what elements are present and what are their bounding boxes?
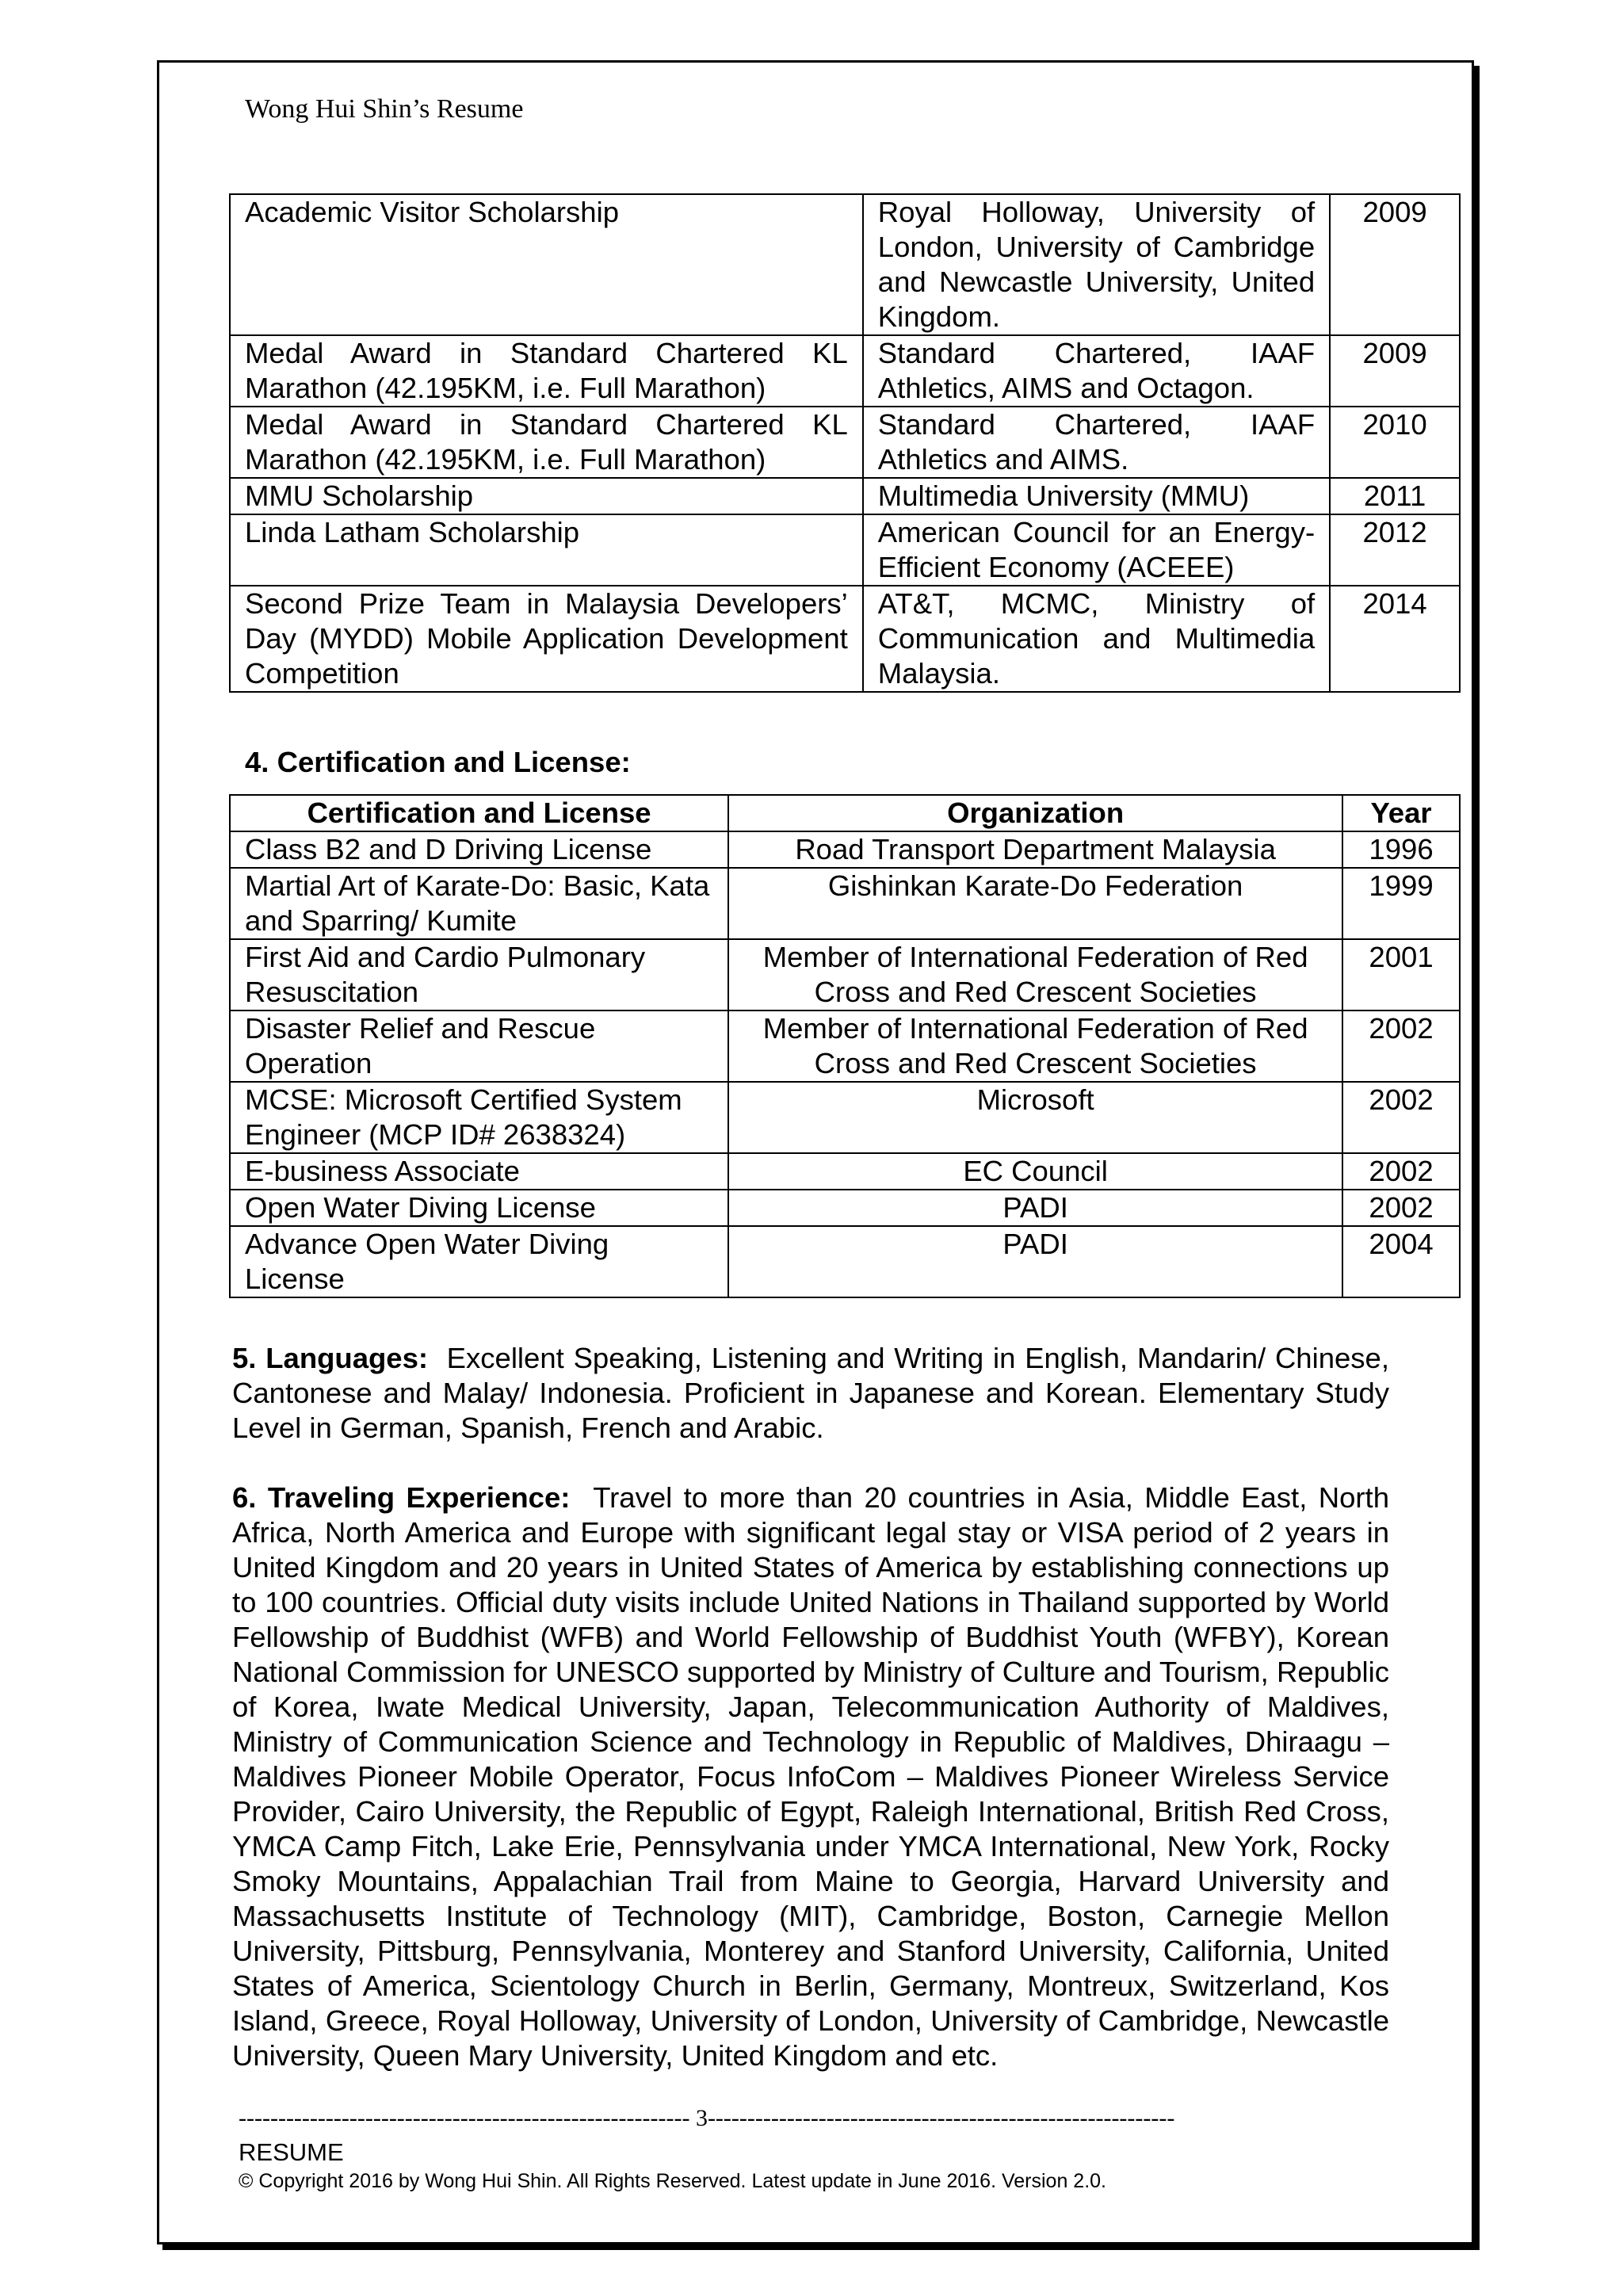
award-row bbox=[230, 586, 1460, 692]
certification-year-cell: 2002 bbox=[1342, 1153, 1460, 1190]
certification-name-cell: Disaster Relief and Rescue Operation bbox=[230, 1010, 728, 1082]
certification-organization-cell: Microsoft bbox=[728, 1082, 1342, 1153]
certification-year-cell: 1996 bbox=[1342, 831, 1460, 868]
certification-header-row bbox=[230, 795, 1460, 831]
awards-table bbox=[229, 193, 1461, 693]
award-year-cell: 2012 bbox=[1330, 514, 1460, 586]
certification-year-cell: 2001 bbox=[1342, 939, 1460, 1010]
certification-name-cell: Open Water Diving License bbox=[230, 1190, 728, 1226]
certification-row bbox=[230, 1082, 1460, 1153]
award-title-cell: Linda Latham Scholarship bbox=[230, 514, 863, 586]
resume-page bbox=[157, 60, 1474, 2244]
languages-text: Excellent Speaking, Listening and Writing in English, Mandarin/ Chinese, Cantonese and Malay/ Indonesia. Proficient in Japanese and Korean. Elementary Study Level in German, Spanish, French and Arabic. bbox=[232, 1342, 1389, 1444]
certification-name-cell: E-business Associate bbox=[230, 1153, 728, 1190]
award-title-cell: MMU Scholarship bbox=[230, 478, 863, 514]
award-row bbox=[230, 514, 1460, 586]
certification-name-cell: First Aid and Cardio Pulmonary Resuscitation bbox=[230, 939, 728, 1010]
traveling-paragraph bbox=[232, 1480, 1389, 2073]
certification-row bbox=[230, 939, 1460, 1010]
certification-year-cell: 2004 bbox=[1342, 1226, 1460, 1297]
page-footer bbox=[239, 2105, 1403, 2193]
certification-organization-cell: Member of International Federation of Red Cross and Red Crescent Societies bbox=[728, 939, 1342, 1010]
certification-table bbox=[229, 794, 1461, 1298]
award-organization-cell: Standard Chartered, IAAF Athletics, AIMS and Octagon. bbox=[863, 335, 1330, 407]
award-row bbox=[230, 335, 1460, 407]
traveling-label: 6. Traveling Experience: bbox=[232, 1481, 571, 1514]
certification-row bbox=[230, 1153, 1460, 1190]
certification-name-cell: Advance Open Water Diving License bbox=[230, 1226, 728, 1297]
award-title-cell: Medal Award in Standard Chartered KL Marathon (42.195KM, i.e. Full Marathon) bbox=[230, 407, 863, 478]
award-title-cell: Second Prize Team in Malaysia Developers’ Day (MYDD) Mobile Application Development Competition bbox=[230, 586, 863, 692]
award-organization-cell: AT&T, MCMC, Ministry of Communication and Multimedia Malaysia. bbox=[863, 586, 1330, 692]
award-year-cell: 2009 bbox=[1330, 335, 1460, 407]
certification-row bbox=[230, 1010, 1460, 1082]
award-organization-cell: American Council for an Energy-Efficient Economy (ACEEE) bbox=[863, 514, 1330, 586]
certification-name-cell: Martial Art of Karate-Do: Basic, Kata and Sparring/ Kumite bbox=[230, 868, 728, 939]
certification-organization-cell: PADI bbox=[728, 1190, 1342, 1226]
languages-label: 5. Languages: bbox=[232, 1342, 429, 1374]
award-row bbox=[230, 478, 1460, 514]
award-year-cell: 2011 bbox=[1330, 478, 1460, 514]
page-content bbox=[229, 193, 1461, 2073]
certification-organization-cell: Member of International Federation of Red Cross and Red Crescent Societies bbox=[728, 1010, 1342, 1082]
certification-year-cell: 2002 bbox=[1342, 1190, 1460, 1226]
certification-year-cell: 2002 bbox=[1342, 1082, 1460, 1153]
traveling-text: Travel to more than 20 countries in Asia, Middle East, North Africa, North America and Europe with significant legal stay or VISA period of 2 years in United Kingdom and 20 years in United States of America by establishing connections up to 100 countries. Official duty visits include United Nations in Thailand supported by World Fellowship of Buddhist (WFB) and World Fellowship of Buddhist Youth (WFBY), Korean National Commission for UNESCO supported by Ministry of Culture and Tourism, Republic of Korea, Iwate Medical University, Japan, Telecommunication Authority of Maldives, Ministry of Communication Science and Technology in Republic of Maldives, Dhiraagu – Maldives Pioneer Mobile Operator, Focus InfoCom – Maldives Pioneer Wireless Service Provider, Cairo University, the Republic of Egypt, Raleigh International, British Red Cross, YMCA Camp Fitch, Lake Erie, Pennsylvania under YMCA International, New York, Rocky Smoky Mountains, Appalachian Trail from Maine to Georgia, Harvard University and Massachusetts Institute of Technology (MIT), Cambridge, Boston, Carnegie Mellon University, Pittsburg, Pennsylvania, Monterey and Stanford University, California, United States of America, Scientology Church in Berlin, Germany, Montreux, Switzerland, Kos Island, Greece, Royal Holloway, University of London, University of Cambridge, Newcastle University, Queen Mary University, United Kingdom and etc. bbox=[232, 1481, 1389, 2072]
award-title-cell: Medal Award in Standard Chartered KL Marathon (42.195KM, i.e. Full Marathon) bbox=[230, 335, 863, 407]
footer-label: RESUME bbox=[239, 2138, 344, 2166]
column-header-year: Year bbox=[1342, 795, 1460, 831]
running-header: Wong Hui Shin’s Resume bbox=[245, 94, 524, 124]
footer-page-number-rule: --------------------------------------------------------- 3----------------------------------------------------------- bbox=[239, 2105, 1175, 2131]
award-row bbox=[230, 407, 1460, 478]
certification-organization-cell: Gishinkan Karate-Do Federation bbox=[728, 868, 1342, 939]
award-year-cell: 2014 bbox=[1330, 586, 1460, 692]
certification-year-cell: 1999 bbox=[1342, 868, 1460, 939]
certification-row bbox=[230, 868, 1460, 939]
certification-organization-cell: EC Council bbox=[728, 1153, 1342, 1190]
award-year-cell: 2009 bbox=[1330, 194, 1460, 335]
column-header-organization: Organization bbox=[728, 795, 1342, 831]
award-row bbox=[230, 194, 1460, 335]
certification-row bbox=[230, 1190, 1460, 1226]
award-organization-cell: Royal Holloway, University of London, University of Cambridge and Newcastle University, United Kingdom. bbox=[863, 194, 1330, 335]
award-title-cell: Academic Visitor Scholarship bbox=[230, 194, 863, 335]
languages-paragraph bbox=[232, 1341, 1389, 1446]
column-header-certification: Certification and License bbox=[230, 795, 728, 831]
certification-year-cell: 2002 bbox=[1342, 1010, 1460, 1082]
certification-name-cell: MCSE: Microsoft Certified System Engineer (MCP ID# 2638324) bbox=[230, 1082, 728, 1153]
certification-organization-cell: Road Transport Department Malaysia bbox=[728, 831, 1342, 868]
certification-row bbox=[230, 831, 1460, 868]
certification-section-title: 4. Certification and License: bbox=[245, 746, 631, 778]
award-year-cell: 2010 bbox=[1330, 407, 1460, 478]
certification-name-cell: Class B2 and D Driving License bbox=[230, 831, 728, 868]
footer-copyright: © Copyright 2016 by Wong Hui Shin. All Rights Reserved. Latest update in June 2016. Version 2.0. bbox=[239, 2170, 1107, 2192]
certification-organization-cell: PADI bbox=[728, 1226, 1342, 1297]
award-organization-cell: Multimedia University (MMU) bbox=[863, 478, 1330, 514]
certification-table-body bbox=[230, 831, 1460, 1297]
awards-table-body bbox=[230, 194, 1460, 692]
award-organization-cell: Standard Chartered, IAAF Athletics and AIMS. bbox=[863, 407, 1330, 478]
certification-row bbox=[230, 1226, 1460, 1297]
